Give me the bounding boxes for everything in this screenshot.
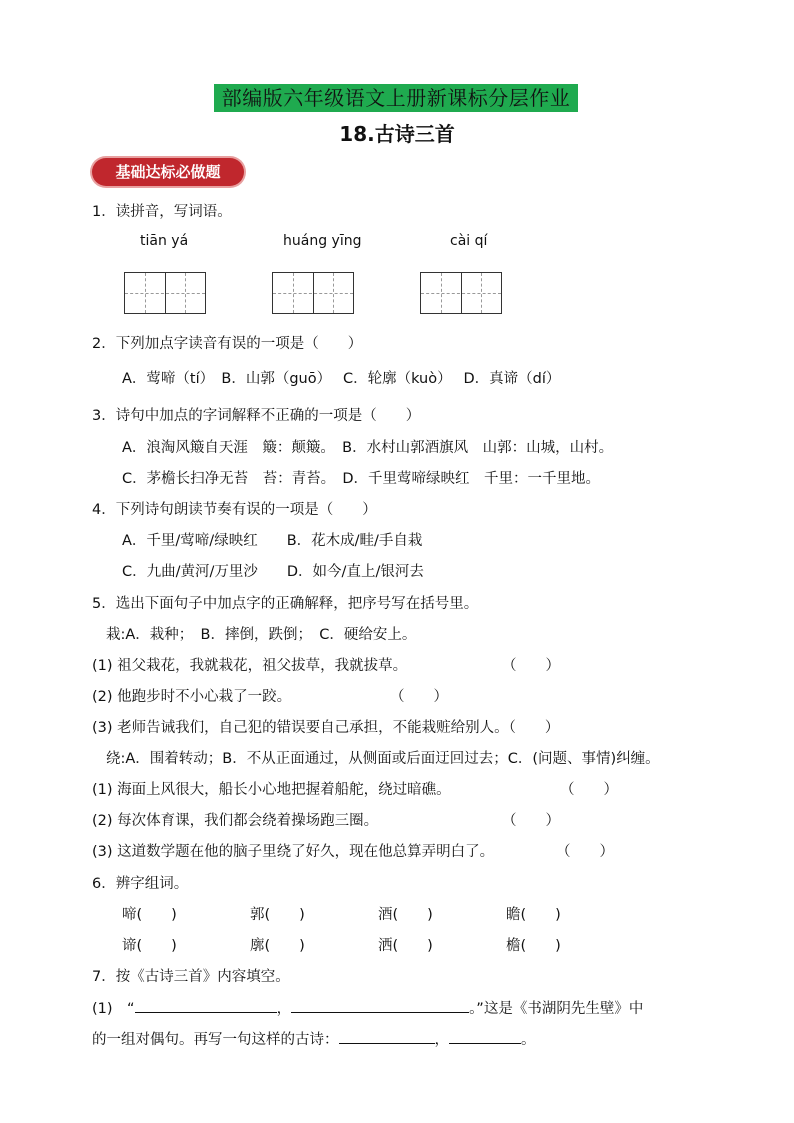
q6-word-2[interactable]: 郭( ) — [250, 907, 305, 923]
q7-blank-3[interactable] — [339, 1029, 435, 1044]
q5-rao-answer-1[interactable]: （ ） — [560, 782, 618, 798]
q6-stem: 6．辨字组词。 — [92, 876, 189, 892]
q1-writing-grid-2[interactable] — [272, 272, 354, 314]
q7-blank-1[interactable] — [135, 998, 277, 1013]
q1-pinyin-1: tiān yá — [140, 233, 189, 249]
q3-stem: 3．诗句中加点的字词解释不正确的一项是（ ） — [92, 408, 421, 424]
q7-l1-suffix: 。”这是《书湖阴先生壁》中 — [469, 1001, 644, 1017]
q7-l1-prefix: (1) “ — [92, 1001, 135, 1017]
q6-word-6[interactable]: 廓( ) — [250, 938, 305, 954]
q7-blank-2[interactable] — [291, 998, 469, 1013]
q1-writing-grid-3[interactable] — [420, 272, 502, 314]
q6-word-5[interactable]: 谛( ) — [122, 938, 177, 954]
q6-word-1[interactable]: 啼( ) — [122, 907, 177, 923]
q5-zai-item-1: (1) 祖父栽花，我就栽花，祖父拔草，我就拔草。 — [92, 658, 408, 674]
lesson-title: 18.古诗三首 — [339, 122, 455, 146]
q4-stem: 4．下列诗句朗读节奏有误的一项是（ ） — [92, 502, 377, 518]
q7-l1-comma: ， — [276, 1001, 292, 1017]
q6-word-7[interactable]: 洒( ) — [378, 938, 433, 954]
q5-rao-definitions: 绕:A．围着转动；B．不从正面通过，从侧面或后面迂回过去；C．(问题、事情)纠缠。 — [106, 751, 660, 767]
section-badge: 基础达标必做题 — [92, 158, 244, 186]
q5-zai-item-2: (2) 他跑步时不小心栽了一跤。 — [92, 689, 292, 705]
q7-l2-suffix: 。 — [521, 1032, 536, 1048]
q6-word-8[interactable]: 檐( ) — [506, 938, 561, 954]
q7-line-2 — [92, 1028, 536, 1049]
q5-zai-definitions: 栽:A．栽种； B．摔倒，跌倒； C．硬给安上。 — [106, 627, 417, 643]
q3-options-line2: C．茅檐长扫净无苔 苔：青苔。 D．千里莺啼绿映红 千里：一千里地。 — [122, 471, 601, 487]
q5-zai-item-3: (3) 老师告诫我们，自己犯的错误要自己承担，不能栽赃给别人。（ ） — [92, 720, 560, 736]
q5-zai-answer-1[interactable]: （ ） — [502, 658, 560, 674]
q6-word-4[interactable]: 瞻( ) — [506, 907, 561, 923]
q6-word-3[interactable]: 酒( ) — [378, 907, 433, 923]
q7-l2-prefix: 的一组对偶句。再写一句这样的古诗： — [92, 1032, 339, 1048]
q5-rao-answer-2[interactable]: （ ） — [502, 813, 560, 829]
q5-rao-item-3: (3) 这道数学题在他的脑子里绕了好久，现在他总算弄明白了。 — [92, 844, 495, 860]
q4-options-line2: C．九曲/黄河/万里沙 D．如今/直上/银河去 — [122, 564, 424, 580]
q5-rao-item-2: (2) 每次体育课，我们都会绕着操场跑三圈。 — [92, 813, 379, 829]
q5-rao-item-1: (1) 海面上风很大，船长小心地把握着船舵，绕过暗礁。 — [92, 782, 451, 798]
q1-writing-grid-1[interactable] — [124, 272, 206, 314]
q5-stem: 5．选出下面句子中加点字的正确解释，把序号写在括号里。 — [92, 596, 479, 612]
q2-stem: 2．下列加点字读音有误的一项是（ ） — [92, 336, 363, 352]
q3-options-line1: A．浪淘风簸自天涯 簸：颠簸。 B．水村山郭酒旗风 山郭：山城，山村。 — [122, 440, 614, 456]
q5-zai-answer-2[interactable]: （ ） — [390, 689, 448, 705]
q4-options-line1: A．千里/莺啼/绿映红 B．花木成/畦/手自栽 — [122, 533, 423, 549]
q7-line-1 — [92, 997, 643, 1018]
q1-pinyin-2: huáng yīng — [283, 233, 362, 249]
worksheet-banner: 部编版六年级语文上册新课标分层作业 — [214, 84, 578, 112]
q7-blank-4[interactable] — [449, 1029, 521, 1044]
q1-pinyin-3: cài qí — [450, 233, 488, 249]
q7-l2-comma: ， — [434, 1032, 449, 1048]
q1-stem: 1．读拼音，写词语。 — [92, 204, 232, 220]
q5-rao-answer-3[interactable]: （ ） — [556, 844, 614, 860]
q7-stem: 7．按《古诗三首》内容填空。 — [92, 969, 290, 985]
q2-options: A．莺啼（tí） B．山郭（guō） C．轮廓（kuò） D．真谛（dí） — [122, 371, 561, 387]
